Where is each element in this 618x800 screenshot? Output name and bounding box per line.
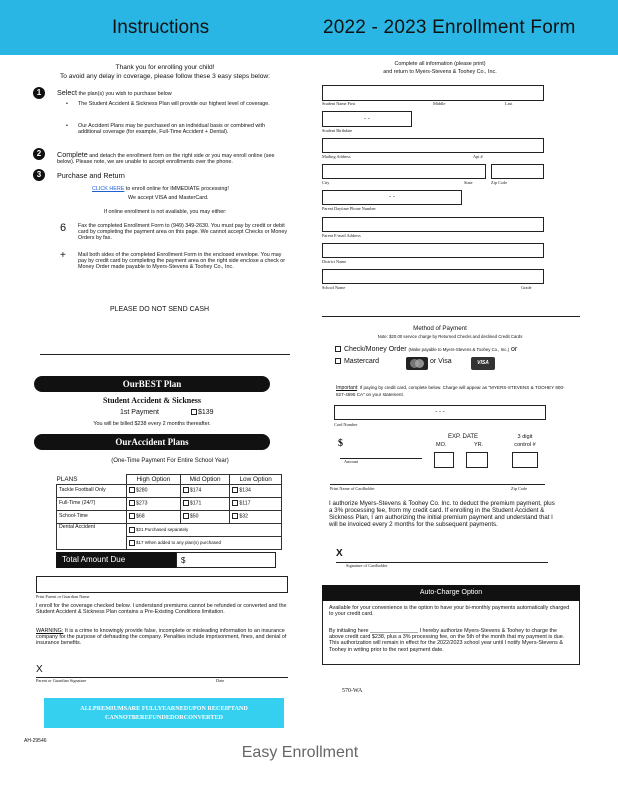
plan-checkbox[interactable] xyxy=(129,487,135,493)
parent-name-label: Print Parent or Guardian Name xyxy=(36,594,90,599)
autocharge-title: Auto-Charge Option xyxy=(322,585,580,601)
plan-checkbox[interactable] xyxy=(232,500,238,506)
step-2-text xyxy=(57,151,289,165)
student-name-field[interactable] xyxy=(322,85,544,101)
step-1-bullet-2: Our Accident Plans may be purchased on an individual basis or combined with additional coverage (for example, Full-Time Accident + Dental). xyxy=(78,123,265,136)
accident-plans-banner: OurAccident Plans xyxy=(34,434,270,450)
payment-divider xyxy=(322,316,580,317)
instructions-title: Instructions xyxy=(112,17,210,38)
low-option-header: Low Option xyxy=(230,475,282,485)
check-option: Check/Money Order (Make payable to Myers-Stevens & Toohey Co., Inc.) or xyxy=(335,346,575,354)
mastercard-logo-icon xyxy=(406,357,428,370)
warning-text: WARNING: It is a crime to knowingly provide false, incomplete or misleading information to an insurance company for the purpose of defrauding the company. Penalties include imprisonment, fines, and denial of insurance benefits. xyxy=(36,628,287,647)
enrollment-form-title: 2022 - 2023 Enrollment Form xyxy=(323,17,576,38)
plan-checkbox[interactable] xyxy=(183,513,189,519)
intro-line-1: Thank you for enrolling your child! xyxy=(115,64,215,71)
step-1-number: 1 xyxy=(33,87,45,99)
online-unavailable-text: If online enrollment is not available, you may either: xyxy=(104,209,227,215)
plans-header: PLANS xyxy=(57,475,127,485)
fax-icon: 6 xyxy=(60,222,67,234)
easy-enrollment-footer: Easy Enrollment xyxy=(241,744,359,761)
mail-instructions: Mail both sides of the completed Enrollment Form in the enclosed envelope. You may pay by credit card by completing the payment area on the right side enclose a check or Money Order made payable to Myers-Stevens & Toohey Co., Inc. xyxy=(78,252,286,271)
total-amount-field[interactable]: $ xyxy=(176,552,276,568)
email-label: Parent E-mail Address xyxy=(322,233,361,238)
date-label: Date xyxy=(216,678,225,683)
autocharge-text-1: Available for your convenience is the option to have your bi-monthly payments automatically charged to your credit card. xyxy=(329,605,570,618)
bullet-dot-1: • xyxy=(66,101,68,107)
amount-label: Amount xyxy=(344,459,359,464)
visa-logo-icon: VISA xyxy=(471,357,495,370)
mid-option-cell: $174 xyxy=(180,485,229,498)
district-field[interactable] xyxy=(322,243,544,258)
address-field[interactable] xyxy=(322,138,544,153)
form-code: AH-29546 xyxy=(24,738,47,744)
premium-notice-banner xyxy=(44,698,284,728)
intro-line-2: To avoid any delay in coverage, please follow these 3 easy steps below: xyxy=(59,73,271,80)
step-1-desc: the plan(s) you wish to purchase below xyxy=(76,91,172,97)
card-number-field[interactable]: - - - xyxy=(334,405,546,420)
best-plan-price: $139 xyxy=(198,409,214,416)
plan-checkbox[interactable] xyxy=(129,500,135,506)
exp-year-field[interactable] xyxy=(466,452,488,468)
cardholder-signature-label: Signature of Cardholder xyxy=(346,563,388,568)
dental-option-1: $21 Purchased separately xyxy=(127,524,282,537)
or-visa-text: or Visa xyxy=(430,358,452,365)
plan-name: School-Time xyxy=(57,511,127,524)
school-label: School Name xyxy=(322,285,346,290)
school-field[interactable] xyxy=(322,269,544,284)
mid-option-cell: $171 xyxy=(180,498,229,511)
accident-plans-subtitle: (One-Time Payment For Entire School Year) xyxy=(111,458,229,464)
accepted-cards-text: We accept VISA and MasterCard. xyxy=(128,195,209,201)
parent-signature-label: Parent or Guardian Signature xyxy=(36,678,87,683)
plan-checkbox[interactable] xyxy=(183,500,189,506)
birthdate-field[interactable]: - - xyxy=(322,111,412,127)
dental-checkbox[interactable] xyxy=(129,527,135,533)
exp-year-label: YR. xyxy=(474,442,484,448)
last-name-label: Last xyxy=(505,101,513,106)
state-label: State xyxy=(464,180,473,185)
parent-signature-x: X xyxy=(36,664,43,675)
email-field[interactable] xyxy=(322,217,544,232)
phone-label: Parent Daytime Phone Number xyxy=(322,206,376,211)
divider-line xyxy=(40,354,290,355)
city-field[interactable] xyxy=(322,164,486,179)
mid-option-header: Mid Option xyxy=(180,475,229,485)
important-label: Important xyxy=(336,385,358,391)
amount-dollar-sign: $ xyxy=(338,438,343,449)
first-payment-label: 1st Payment xyxy=(120,409,159,416)
card-number-label: Card Number xyxy=(334,422,358,427)
table-row xyxy=(57,498,282,511)
check-money-order-checkbox[interactable] xyxy=(335,346,341,352)
parent-name-field[interactable] xyxy=(36,576,288,593)
cvc-label-1: 3 digit xyxy=(517,434,533,440)
mail-icon: + xyxy=(60,250,66,261)
high-option-header: High Option xyxy=(127,475,181,485)
exp-date-label: EXP. DATE xyxy=(447,434,479,440)
dental-checkbox[interactable] xyxy=(129,540,135,546)
premium-notice-line-1: ALLPREMIUMSARE FULLYEARNEDUPON RECEIPTAND xyxy=(80,705,248,712)
step-1-text xyxy=(57,89,297,98)
high-option-cell: $68 xyxy=(127,511,181,524)
high-option-cell: $280 xyxy=(127,485,181,498)
middle-name-label: Middle xyxy=(433,101,446,106)
step-2-number: 2 xyxy=(33,148,45,160)
cvc-field[interactable] xyxy=(512,452,538,468)
exp-month-field[interactable] xyxy=(434,452,454,468)
step-1-title: Select xyxy=(57,88,77,97)
cardholder-signature-x: X xyxy=(336,548,343,559)
step-1-bullet-1: The Student Accident & Sickness Plan will provide our highest level of coverage. xyxy=(78,101,270,107)
accident-plans-table xyxy=(56,474,282,550)
apt-label: Apt # xyxy=(473,154,483,159)
table-row xyxy=(57,511,282,524)
step-2-title: Complete xyxy=(57,150,88,159)
online-line: CLICK HERE to enroll online for IMMEDIATE processing! xyxy=(92,186,229,192)
cardholder-name-field[interactable] xyxy=(330,484,545,485)
low-option-cell: $117 xyxy=(230,498,282,511)
cardholder-zip-label: Zip Code xyxy=(511,486,528,491)
plan-checkbox[interactable] xyxy=(183,487,189,493)
zip-field[interactable] xyxy=(491,164,544,179)
exp-month-label: MO. xyxy=(436,442,447,448)
best-plan-title: Student Accident & Sickness xyxy=(102,396,201,405)
step-2-desc: and detach the enrollment form on the right side or you may enroll online (see below). Please note, we are unable to accept enrollments over the phone. xyxy=(57,153,275,166)
city-label: City xyxy=(322,180,330,185)
birthdate-label: Student Birthdate xyxy=(322,128,353,133)
click-here-link[interactable]: CLICK HERE xyxy=(92,186,125,192)
card-checkbox[interactable] xyxy=(335,358,341,364)
fax-instructions: Fax the completed Enrollment Form to (949) 349-2630. You must pay by credit or debit card by completing the payment area on this page. We cannot accept Checks or Money Orders by fax. xyxy=(78,223,288,242)
address-label: Mailing Address xyxy=(322,154,351,159)
step-3-number: 3 xyxy=(33,169,45,181)
phone-field[interactable]: - - xyxy=(322,190,462,205)
grade-label: Grade xyxy=(521,285,532,290)
payment-service-note: Note: $20.00 service charge by Returned Checks and declined Credit Cards xyxy=(377,334,523,339)
card-option: Mastercard xyxy=(335,358,379,366)
important-note: Important: If paying by credit card, complete below. Charge will appear as "MYERS-STEVENS & TOOHEY 800-827-4695 CA" on your statement. xyxy=(336,385,565,397)
table-row xyxy=(57,524,282,537)
cvc-label-2: control # xyxy=(514,442,536,448)
complete-instructions-1: Complete all information (please print) xyxy=(394,61,486,67)
district-label: District Name xyxy=(322,259,347,264)
total-amount-label: Total Amount Due xyxy=(56,552,176,568)
dental-label: Dental Accident xyxy=(57,524,127,550)
no-cash-notice: PLEASE DO NOT SEND CASH xyxy=(110,306,210,313)
step-3-title: Purchase and Return xyxy=(57,171,125,180)
cardholder-name-label: Print Name of Cardholder xyxy=(330,486,375,491)
student-name-label: Student Name First xyxy=(322,101,356,106)
authorization-text: I enroll for the coverage checked below. I understand premiums cannot be refunded or converted and the Student Accident & Sickness Plan contains a Pre-Existing Conditions limitation. xyxy=(36,603,287,616)
plan-name: Full-Time (24/7) xyxy=(57,498,127,511)
zip-label: Zip Code xyxy=(491,180,508,185)
right-form-code: 570-WA xyxy=(342,688,363,694)
low-option-cell: $134 xyxy=(230,485,282,498)
best-plan-banner: OurBEST Plan xyxy=(34,376,270,392)
best-plan-checkbox[interactable] xyxy=(191,409,197,415)
autocharge-text-2: By initialing here ________________ I hereby authorize Myers-Stevens & Toohey to charge the above credit card $238, plus a 3% processing fee, on the 5th of the month that my payment is due. This authorization will remain in effect for the 2022/2023 school year until I notify Myers-Stevens & Toohey in writing prior to the next payment date. xyxy=(329,628,565,653)
table-row xyxy=(57,485,282,498)
best-plan-option xyxy=(191,409,214,417)
table-header-row xyxy=(57,475,282,485)
complete-instructions-2: and return to Myers-Stevens & Toohey Co., Inc. xyxy=(383,69,497,75)
bullet-dot-2: • xyxy=(66,123,68,129)
premium-notice-line-2: CANNOTBEREFUNDEDORCONVERTED xyxy=(104,714,224,721)
plan-checkbox[interactable] xyxy=(232,513,238,519)
best-plan-billing-note: You will be billed $238 every 2 months thereafter. xyxy=(93,421,211,427)
plan-checkbox[interactable] xyxy=(129,513,135,519)
warning-label: WARNING: xyxy=(36,628,64,634)
dental-option-2: $17 When added to any plan(s) purchased xyxy=(127,537,282,550)
high-option-cell: $273 xyxy=(127,498,181,511)
mid-option-cell: $50 xyxy=(180,511,229,524)
payment-method-title: Method of Payment xyxy=(413,325,467,332)
low-option-cell: $32 xyxy=(230,511,282,524)
card-authorization-text: I authorize Myers-Stevens & Toohey Co. Inc. to deduct the premium payment, plus a 3% processing fee, from my credit card. If enrolling in the Student Accident & Sickness Plan, I am authorizing the initial premium payment and understand that I will be invoiced every 2 months for the subsequent payments. xyxy=(329,500,555,529)
plan-checkbox[interactable] xyxy=(232,487,238,493)
plan-name: Tackle Football Only xyxy=(57,485,127,498)
